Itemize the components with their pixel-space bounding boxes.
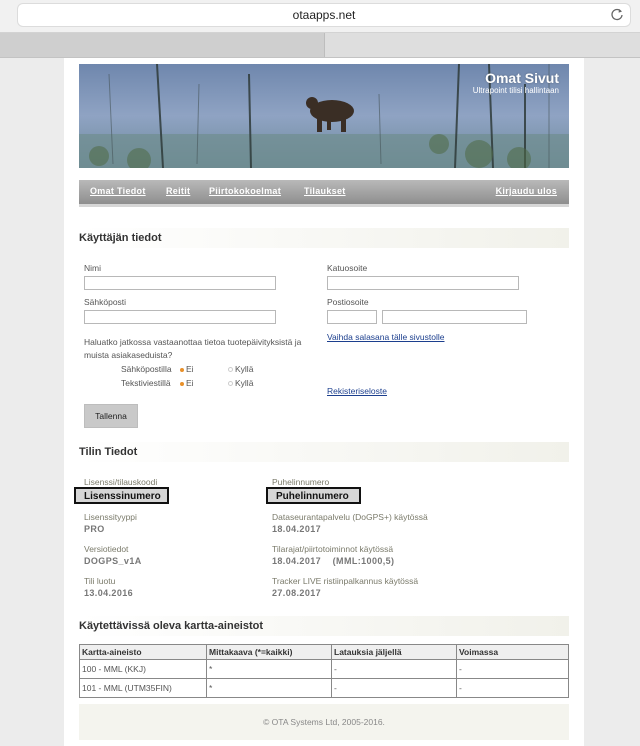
radio-icon[interactable] <box>228 367 233 372</box>
column-header: Kartta-aineisto <box>80 645 207 660</box>
tab-inactive[interactable] <box>325 33 640 57</box>
site-title: Omat Sivut <box>485 70 559 86</box>
no-label: Ei <box>186 364 194 374</box>
table-header-row <box>80 645 569 660</box>
name-label: Nimi <box>84 263 101 273</box>
table-cell: - <box>332 679 457 698</box>
email-pref-no[interactable] <box>180 363 194 376</box>
question-line-1: Haluatko jatkossa vastaanottaa tietoa tuotepäivityksistä ja <box>84 337 302 347</box>
version-label: Versiotiedot <box>84 544 129 554</box>
dogps-label: Dataseurantapalvelu (DoGPS+) käytössä <box>272 512 428 522</box>
reload-icon[interactable] <box>610 7 624 21</box>
column-header: Latauksia jäljellä <box>332 645 457 660</box>
yes-label: Kyllä <box>235 364 254 374</box>
table-row <box>80 679 569 698</box>
radio-icon[interactable] <box>228 381 233 386</box>
question-line-2: muista asiakaseduista? <box>84 350 173 360</box>
table-row <box>80 660 569 679</box>
table-cell: 100 - MML (KKJ) <box>80 660 207 679</box>
tracker-label: Tracker LIVE ristiinpalkannus käytössä <box>272 576 419 586</box>
license-label: Lisenssi/tilauskoodi <box>84 477 158 487</box>
site-subtitle: Ultrapoint tilisi hallintaan <box>472 86 559 95</box>
account-title: Tilin Tiedot <box>79 446 138 458</box>
sms-pref-label: Tekstiviestillä <box>121 378 171 388</box>
sms-pref-yes[interactable] <box>228 377 253 390</box>
maps-table <box>79 644 569 698</box>
name-input[interactable] <box>84 276 276 290</box>
save-button[interactable]: Tallenna <box>84 404 138 428</box>
limits-value: 18.04.2017 (MML:1000,5) <box>272 556 395 566</box>
nav-tilaukset[interactable]: Tilaukset <box>304 186 346 196</box>
phone-label: Puhelinnumero <box>272 477 330 487</box>
register-link[interactable]: Rekisteriseloste <box>327 386 387 396</box>
license-type-value: PRO <box>84 524 105 534</box>
postal-code-input[interactable] <box>327 310 377 324</box>
newsletter-question <box>84 336 324 362</box>
main-nav <box>79 180 569 207</box>
table-cell: * <box>207 660 332 679</box>
no-label: Ei <box>186 378 194 388</box>
change-password-link[interactable]: Vaihda salasana tälle sivustolle <box>327 332 445 342</box>
dogps-value: 18.04.2017 <box>272 524 322 534</box>
tracker-value: 27.08.2017 <box>272 588 322 598</box>
address-input[interactable] <box>327 276 519 290</box>
table-cell: - <box>457 660 569 679</box>
sms-pref-no[interactable] <box>180 377 194 390</box>
created-value: 13.04.2016 <box>84 588 134 598</box>
page-content <box>64 58 584 746</box>
maps-title: Käytettävissä oleva kartta-aineistot <box>79 620 264 632</box>
nav-piirtokokoelmat[interactable]: Piirtokokoelmat <box>209 186 282 196</box>
address-label: Katuosoite <box>327 263 368 273</box>
phone-value: Puhelinnumero <box>266 487 361 504</box>
table-cell: - <box>332 660 457 679</box>
created-label: Tili luotu <box>84 576 116 586</box>
nav-omat-tiedot[interactable]: Omat Tiedot <box>90 186 146 196</box>
table-cell: 101 - MML (UTM35FIN) <box>80 679 207 698</box>
column-header: Voimassa <box>457 645 569 660</box>
license-type-label: Lisenssityyppi <box>84 512 137 522</box>
limits-label: Tilarajat/piirtotoiminnot käytössä <box>272 544 394 554</box>
nav-reitit[interactable]: Reitit <box>166 186 191 196</box>
version-value: DOGPS_v1A <box>84 556 142 566</box>
logout-link[interactable]: Kirjaudu ulos <box>495 186 557 196</box>
browser-toolbar <box>0 0 640 33</box>
user-info-title: Käyttäjän tiedot <box>79 232 162 244</box>
user-info-heading <box>79 228 569 248</box>
email-pref-yes[interactable] <box>228 363 253 376</box>
email-label: Sähköposti <box>84 297 127 307</box>
maps-heading <box>79 616 569 636</box>
column-header: Mittakaava (*=kaikki) <box>207 645 332 660</box>
email-pref-label: Sähköpostilla <box>121 364 172 374</box>
tab-active[interactable] <box>0 33 325 57</box>
footer: © OTA Systems Ltd, 2005-2016. <box>79 704 569 740</box>
tab-bar <box>0 33 640 58</box>
url-text: otaapps.net <box>292 8 356 22</box>
radio-selected-icon[interactable] <box>180 382 184 386</box>
table-cell: * <box>207 679 332 698</box>
license-value: Lisenssinumero <box>74 487 169 504</box>
city-input[interactable] <box>382 310 527 324</box>
postal-label: Postiosoite <box>327 297 369 307</box>
yes-label: Kyllä <box>235 378 254 388</box>
account-heading <box>79 442 569 462</box>
email-input[interactable] <box>84 310 276 324</box>
address-bar[interactable] <box>18 4 630 26</box>
header-banner <box>79 64 569 168</box>
table-cell: - <box>457 679 569 698</box>
radio-selected-icon[interactable] <box>180 368 184 372</box>
